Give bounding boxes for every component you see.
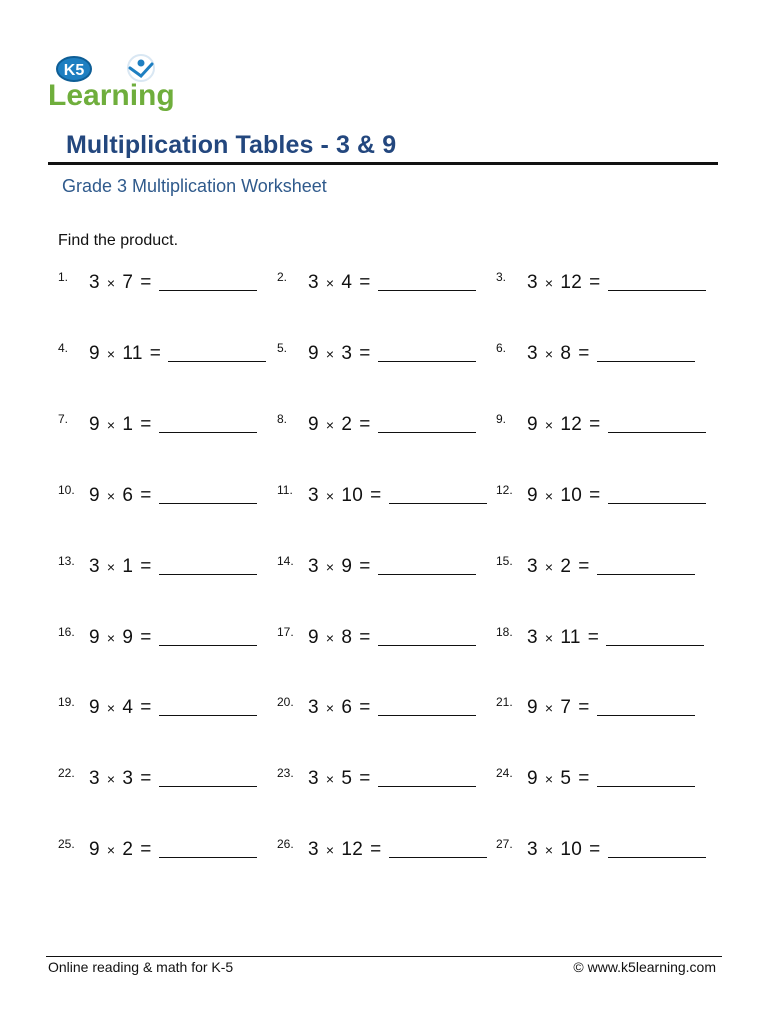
equals-symbol: = bbox=[589, 484, 601, 506]
problem-expression bbox=[308, 839, 487, 861]
times-symbol: × bbox=[544, 275, 554, 291]
problem-expression bbox=[89, 839, 257, 861]
answer-blank[interactable] bbox=[159, 627, 257, 646]
equals-symbol: = bbox=[578, 342, 590, 364]
times-symbol: × bbox=[325, 487, 335, 504]
times-symbol: × bbox=[106, 842, 116, 859]
factor-a: 3 bbox=[308, 768, 319, 790]
problem-number: 24. bbox=[496, 766, 513, 781]
factor-a: 3 bbox=[308, 272, 319, 293]
equals-symbol: = bbox=[359, 697, 371, 719]
title-divider bbox=[48, 162, 718, 165]
problem-number: 25. bbox=[58, 837, 75, 852]
factor-a: 3 bbox=[89, 272, 100, 293]
answer-blank[interactable] bbox=[159, 768, 257, 787]
times-symbol: × bbox=[544, 558, 554, 575]
problem-expression bbox=[308, 556, 476, 578]
problem-expression bbox=[89, 697, 257, 719]
factor-b: 11 bbox=[560, 626, 581, 648]
factor-b: 2 bbox=[122, 839, 134, 861]
footer-tagline: Online reading & math for K-5 bbox=[48, 959, 234, 975]
equals-symbol: = bbox=[140, 272, 152, 293]
equals-symbol: = bbox=[370, 839, 382, 861]
equals-symbol: = bbox=[140, 484, 152, 506]
factor-b: 4 bbox=[122, 697, 134, 719]
logo-badge-text: K5 bbox=[63, 62, 85, 79]
factor-b: 6 bbox=[122, 484, 134, 506]
worksheet-title: Multiplication Tables - 3 & 9 bbox=[66, 131, 397, 159]
problem-number: 16. bbox=[58, 624, 75, 639]
instructions: Find the product. bbox=[58, 232, 179, 249]
problem-expression bbox=[89, 627, 257, 649]
equals-symbol: = bbox=[359, 342, 371, 364]
factor-a: 3 bbox=[308, 484, 319, 506]
factor-b: 3 bbox=[341, 342, 353, 364]
times-symbol: × bbox=[544, 842, 554, 859]
equals-symbol: = bbox=[359, 768, 371, 790]
problem-number: 3. bbox=[496, 270, 507, 284]
factor-b: 2 bbox=[341, 413, 353, 435]
factor-b: 2 bbox=[560, 555, 572, 577]
equals-symbol: = bbox=[370, 484, 382, 506]
times-symbol: × bbox=[544, 487, 554, 504]
equals-symbol: = bbox=[587, 626, 600, 648]
factor-a: 3 bbox=[527, 555, 538, 577]
problem-number: 6. bbox=[496, 340, 507, 355]
k5-learning-logo bbox=[46, 48, 188, 114]
factor-b: 12 bbox=[560, 272, 583, 293]
answer-blank[interactable] bbox=[389, 839, 487, 858]
equals-symbol: = bbox=[578, 697, 590, 719]
times-symbol: × bbox=[106, 275, 116, 291]
problem-number: 14. bbox=[277, 553, 294, 568]
equals-symbol: = bbox=[589, 272, 601, 293]
times-symbol: × bbox=[106, 629, 116, 646]
footer-divider bbox=[46, 956, 722, 957]
equals-symbol: = bbox=[578, 768, 590, 790]
problem-number: 4. bbox=[58, 340, 69, 355]
answer-blank[interactable] bbox=[159, 556, 257, 575]
equals-symbol: = bbox=[140, 555, 152, 577]
times-symbol: × bbox=[325, 345, 335, 362]
factor-a: 9 bbox=[89, 484, 100, 506]
problem-expression bbox=[527, 839, 706, 861]
answer-blank[interactable] bbox=[597, 343, 695, 362]
times-symbol: × bbox=[544, 771, 554, 788]
factor-b: 4 bbox=[341, 272, 353, 293]
answer-blank[interactable] bbox=[168, 343, 266, 362]
times-symbol: × bbox=[325, 275, 335, 291]
answer-blank[interactable] bbox=[608, 839, 706, 858]
answer-blank[interactable] bbox=[389, 485, 487, 504]
times-symbol: × bbox=[544, 629, 554, 646]
equals-symbol: = bbox=[589, 839, 601, 861]
problem-number: 17. bbox=[277, 624, 294, 639]
problem-number: 15. bbox=[496, 553, 513, 568]
times-symbol: × bbox=[325, 700, 335, 717]
equals-symbol: = bbox=[359, 626, 371, 648]
factor-a: 9 bbox=[89, 342, 100, 364]
factor-a: 9 bbox=[308, 413, 319, 435]
answer-blank[interactable] bbox=[378, 414, 476, 433]
equals-symbol: = bbox=[359, 413, 371, 435]
times-symbol: × bbox=[106, 771, 116, 788]
factor-b: 5 bbox=[560, 768, 572, 790]
answer-blank[interactable] bbox=[159, 839, 257, 858]
factor-b: 6 bbox=[341, 697, 353, 719]
factor-b: 8 bbox=[560, 342, 572, 364]
problem-number: 8. bbox=[277, 411, 288, 426]
equals-symbol: = bbox=[359, 555, 371, 577]
factor-a: 3 bbox=[308, 839, 319, 861]
factor-a: 3 bbox=[89, 768, 100, 790]
problem-number: 26. bbox=[277, 837, 294, 852]
problem-expression bbox=[308, 343, 476, 365]
factor-a: 9 bbox=[89, 413, 100, 435]
problem-expression bbox=[308, 768, 476, 790]
logo-wordmark: Learning bbox=[48, 79, 175, 112]
problem-number: 5. bbox=[277, 340, 288, 355]
answer-blank[interactable] bbox=[606, 627, 704, 646]
factor-b: 9 bbox=[122, 626, 134, 648]
answer-blank[interactable] bbox=[378, 343, 476, 362]
problem-expression bbox=[308, 627, 476, 649]
answer-blank[interactable] bbox=[159, 485, 257, 504]
factor-b: 1 bbox=[122, 413, 134, 435]
factor-a: 3 bbox=[89, 555, 100, 577]
factor-b: 8 bbox=[341, 626, 353, 648]
factor-b: 10 bbox=[560, 839, 583, 861]
equals-symbol: = bbox=[578, 555, 590, 577]
factor-a: 9 bbox=[527, 484, 538, 506]
answer-blank[interactable] bbox=[597, 556, 695, 575]
worksheet-subtitle: Grade 3 Multiplication Worksheet bbox=[62, 176, 327, 196]
answer-blank[interactable] bbox=[378, 768, 476, 787]
problem-number: 10. bbox=[58, 482, 75, 497]
footer-website: © www.k5learning.com bbox=[573, 959, 716, 975]
problem-expression bbox=[89, 272, 257, 294]
answer-blank[interactable] bbox=[597, 768, 695, 787]
equals-symbol: = bbox=[140, 413, 152, 435]
problem-expression bbox=[527, 627, 704, 649]
factor-a: 3 bbox=[527, 839, 538, 861]
problem-number: 7. bbox=[58, 411, 69, 426]
problem-expression bbox=[308, 697, 476, 719]
answer-blank[interactable] bbox=[597, 697, 695, 716]
equals-symbol: = bbox=[140, 697, 152, 719]
problem-expression bbox=[527, 768, 695, 790]
times-symbol: × bbox=[106, 700, 116, 717]
factor-b: 12 bbox=[560, 413, 583, 435]
factor-a: 9 bbox=[89, 626, 100, 648]
equals-symbol: = bbox=[589, 413, 601, 435]
answer-blank[interactable] bbox=[608, 272, 706, 291]
factor-a: 9 bbox=[527, 697, 538, 719]
problem-number: 13. bbox=[58, 553, 75, 568]
factor-a: 9 bbox=[527, 768, 538, 790]
equals-symbol: = bbox=[359, 272, 371, 293]
problem-number: 12. bbox=[496, 482, 513, 497]
problem-number: 9. bbox=[496, 411, 507, 426]
times-symbol: × bbox=[106, 416, 116, 433]
problem-expression bbox=[308, 272, 476, 294]
problem-number: 27. bbox=[496, 837, 513, 852]
factor-b: 10 bbox=[560, 484, 583, 506]
problem-number: 22. bbox=[58, 766, 75, 781]
problem-expression bbox=[89, 556, 257, 578]
factor-a: 9 bbox=[308, 342, 319, 364]
problem-number: 23. bbox=[277, 766, 294, 781]
answer-blank[interactable] bbox=[378, 697, 476, 716]
answer-blank[interactable] bbox=[608, 414, 706, 433]
factor-a: 3 bbox=[527, 626, 538, 648]
problem-number: 1. bbox=[58, 270, 69, 284]
times-symbol: × bbox=[325, 629, 335, 646]
factor-b: 1 bbox=[122, 555, 134, 577]
factor-b: 10 bbox=[341, 484, 364, 506]
logo-graphic bbox=[46, 48, 188, 114]
problem-expression bbox=[89, 414, 257, 436]
factor-a: 3 bbox=[308, 555, 319, 577]
problem-expression bbox=[527, 556, 695, 578]
problem-number: 19. bbox=[58, 695, 75, 710]
factor-b: 5 bbox=[341, 768, 353, 790]
times-symbol: × bbox=[544, 345, 554, 362]
answer-blank[interactable] bbox=[378, 627, 476, 646]
problem-expression bbox=[89, 485, 257, 507]
problem-number: 2. bbox=[277, 270, 288, 284]
factor-b: 3 bbox=[122, 768, 134, 790]
problem-expression bbox=[527, 414, 706, 436]
factor-b: 7 bbox=[122, 272, 134, 293]
factor-a: 9 bbox=[308, 626, 319, 648]
times-symbol: × bbox=[325, 771, 335, 788]
factor-a: 9 bbox=[89, 697, 100, 719]
equals-symbol: = bbox=[140, 768, 152, 790]
factor-a: 3 bbox=[527, 342, 538, 364]
times-symbol: × bbox=[106, 558, 116, 575]
problem-expression bbox=[308, 485, 487, 507]
factor-a: 3 bbox=[308, 697, 319, 719]
answer-blank[interactable] bbox=[159, 697, 257, 716]
factor-b: 9 bbox=[341, 555, 353, 577]
equals-symbol: = bbox=[140, 626, 152, 648]
answer-blank[interactable] bbox=[378, 556, 476, 575]
times-symbol: × bbox=[325, 416, 335, 433]
times-symbol: × bbox=[325, 558, 335, 575]
times-symbol: × bbox=[544, 700, 554, 717]
problem-expression bbox=[89, 768, 257, 790]
problem-number: 20. bbox=[277, 695, 294, 710]
times-symbol: × bbox=[544, 416, 554, 433]
times-symbol: × bbox=[325, 842, 335, 859]
answer-blank[interactable] bbox=[608, 485, 706, 504]
factor-a: 3 bbox=[527, 272, 538, 293]
problem-expression bbox=[527, 697, 695, 719]
times-symbol: × bbox=[106, 487, 116, 504]
problem-expression bbox=[89, 343, 266, 365]
problem-expression bbox=[527, 485, 706, 507]
factor-b: 7 bbox=[560, 697, 572, 719]
problem-number: 11. bbox=[277, 482, 293, 497]
answer-blank[interactable] bbox=[378, 272, 476, 291]
problem-expression bbox=[527, 272, 706, 294]
answer-blank[interactable] bbox=[159, 414, 257, 433]
problem-expression bbox=[527, 343, 695, 365]
factor-a: 9 bbox=[527, 413, 538, 435]
factor-a: 9 bbox=[89, 839, 100, 861]
answer-blank[interactable] bbox=[159, 272, 257, 291]
factor-b: 12 bbox=[341, 839, 364, 861]
problem-expression bbox=[308, 414, 476, 436]
problem-number: 21. bbox=[496, 695, 513, 710]
times-symbol: × bbox=[106, 345, 116, 362]
factor-b: 11 bbox=[122, 342, 143, 364]
equals-symbol: = bbox=[140, 839, 152, 861]
equals-symbol: = bbox=[149, 342, 162, 364]
problem-number: 18. bbox=[496, 624, 513, 639]
